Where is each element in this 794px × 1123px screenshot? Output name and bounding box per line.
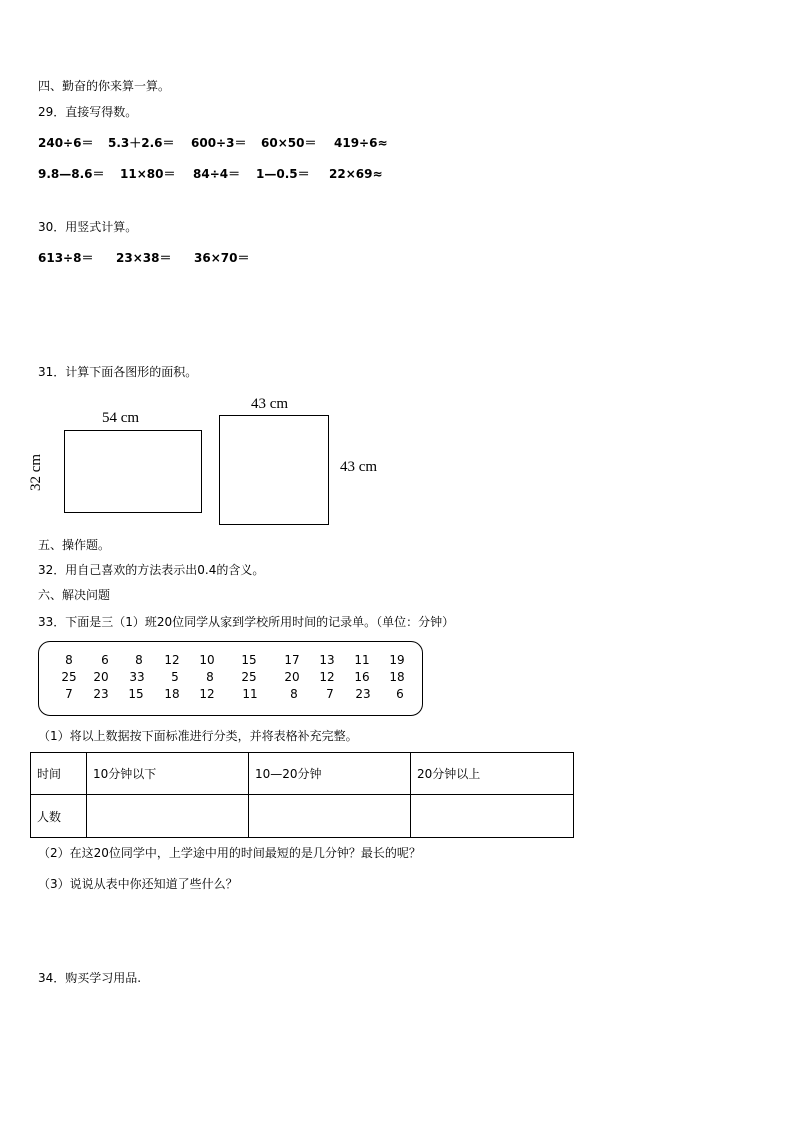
q29-expr: 600÷3＝ [191, 136, 247, 150]
record-value: 7 [326, 687, 334, 701]
q30-title: 30．用竖式计算。 [38, 220, 138, 234]
record-value: 25 [61, 670, 77, 684]
q29-expr: 60×50＝ [261, 136, 317, 150]
record-value: 8 [65, 653, 73, 667]
record-value: 16 [354, 670, 370, 684]
record-value: 8 [206, 670, 214, 684]
square-top-label: 43 cm [251, 396, 289, 412]
rect-height-label: 32 cm [28, 453, 45, 492]
rectangle-figure [64, 430, 202, 513]
table-header-cell: 10—20分钟 [249, 753, 411, 795]
table-row-label: 人数 [31, 795, 87, 838]
q30-expr: 36×70＝ [194, 251, 250, 265]
record-value: 33 [129, 670, 145, 684]
table-answer-cell[interactable] [411, 795, 574, 838]
record-value: 23 [93, 687, 109, 701]
record-value: 8 [135, 653, 143, 667]
time-record-box [38, 641, 423, 716]
q32-title: 32．用自己喜欢的方法表示出0.4的含义。 [38, 563, 265, 577]
q33-part2: （2）在这20位同学中，上学途中用的时间最短的是几分钟？最长的呢？ [38, 846, 421, 860]
record-value: 15 [128, 687, 144, 701]
record-value: 12 [199, 687, 215, 701]
q29-expr: 9.8—8.6＝ [38, 167, 105, 181]
record-value: 12 [319, 670, 335, 684]
record-value: 25 [241, 670, 257, 684]
q29-expr: 22×69≈ [329, 167, 383, 181]
record-value: 6 [101, 653, 109, 667]
q33-title: 33．下面是三（1）班20位同学从家到学校所用时间的记录单。（单位：分钟） [38, 615, 455, 629]
q29-title: 29．直接写得数。 [38, 105, 138, 119]
record-value: 11 [242, 687, 258, 701]
record-value: 15 [241, 653, 257, 667]
square-side-label: 43 cm [340, 459, 378, 475]
q33-part1: （1）将以上数据按下面标准进行分类，并将表格补充完整。 [38, 729, 358, 743]
q29-expr: 5.3＋2.6＝ [108, 136, 175, 150]
q29-expr: 240÷6＝ [38, 136, 94, 150]
record-value: 6 [396, 687, 404, 701]
table-row [31, 795, 574, 838]
record-value: 13 [319, 653, 335, 667]
table-header-cell: 10分钟以下 [87, 753, 249, 795]
record-value: 23 [355, 687, 371, 701]
table-header-cell: 20分钟以上 [411, 753, 574, 795]
table-header-cell: 时间 [31, 753, 87, 795]
record-value: 18 [164, 687, 180, 701]
section-five-heading: 五、操作题。 [38, 538, 111, 552]
record-value: 18 [389, 670, 405, 684]
record-value: 7 [65, 687, 73, 701]
square-figure [219, 415, 329, 525]
q29-expr: 1—0.5＝ [256, 167, 310, 181]
q30-expr: 613÷8＝ [38, 251, 94, 265]
record-value: 8 [290, 687, 298, 701]
rect-width-label: 54 cm [102, 410, 140, 426]
q33-part3: （3）说说从表中你还知道了些什么？ [38, 877, 238, 891]
record-value: 12 [164, 653, 180, 667]
record-value: 20 [93, 670, 109, 684]
record-value: 5 [171, 670, 179, 684]
record-value: 11 [354, 653, 370, 667]
q29-expr: 11×80＝ [120, 167, 176, 181]
q34-title: 34．购买学习用品. [38, 971, 142, 985]
table-answer-cell[interactable] [87, 795, 249, 838]
record-value: 10 [199, 653, 215, 667]
record-value: 17 [284, 653, 300, 667]
table-answer-cell[interactable] [249, 795, 411, 838]
section-six-heading: 六、解决问题 [38, 588, 111, 602]
q29-expr: 419÷6≈ [334, 136, 388, 150]
q30-expr: 23×38＝ [116, 251, 172, 265]
classification-table [30, 752, 574, 838]
section-four-heading: 四、勤奋的你来算一算。 [38, 79, 171, 93]
table-header-row [31, 753, 574, 795]
record-value: 20 [284, 670, 300, 684]
q29-expr: 84÷4＝ [193, 167, 241, 181]
record-value: 19 [389, 653, 405, 667]
q31-title: 31．计算下面各图形的面积。 [38, 365, 198, 379]
